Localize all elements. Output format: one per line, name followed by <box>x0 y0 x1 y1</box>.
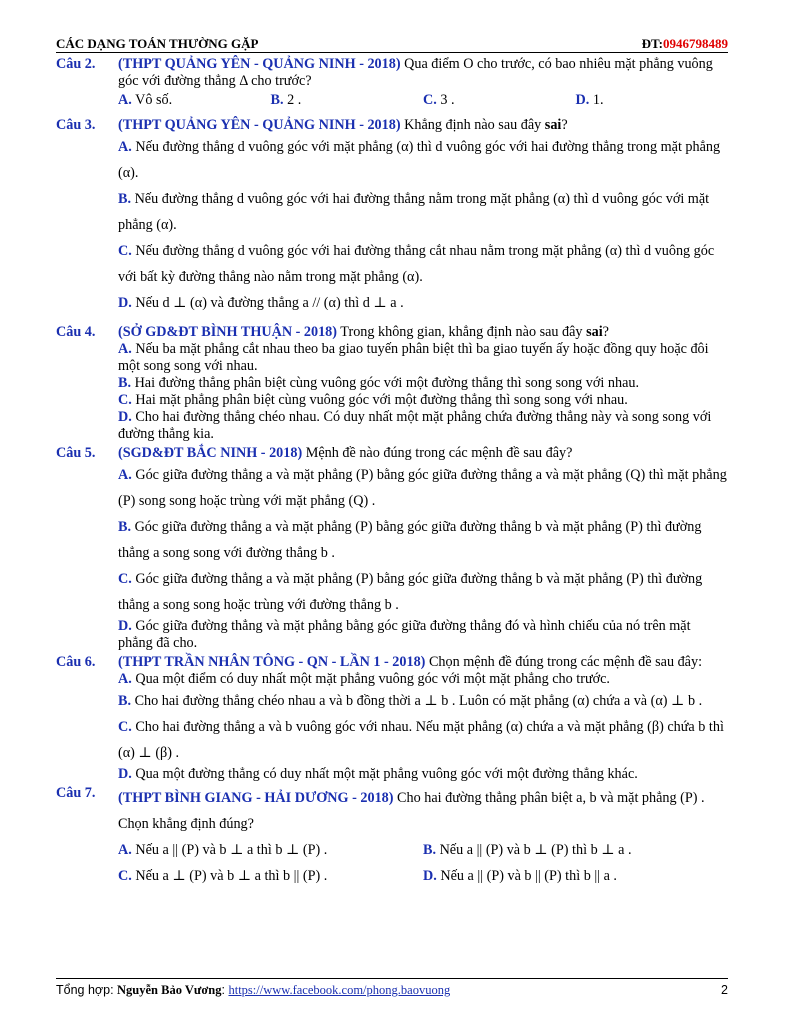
question-number: Câu 3. <box>56 117 96 133</box>
question-2 <box>56 56 728 109</box>
option-d[interactable]: D. Cho hai đường thẳng chéo nhau. Có duy nhất một mặt phẳng chứa đường thẳng này và song song với đường thẳng kia. <box>118 409 712 442</box>
option-c[interactable]: C. Nếu a ⊥ (P) và b ⊥ a thì b || (P) . <box>118 868 328 884</box>
page-header <box>56 34 728 53</box>
question-source: (SGD&ĐT BẮC NINH - 2018) <box>118 445 303 461</box>
footer-author: Nguyễn Bảo Vương <box>117 983 222 997</box>
option-a[interactable]: A. Vô số. <box>118 92 173 108</box>
question-source: (THPT TRẦN NHÂN TÔNG - QN - LẦN 1 - 2018) <box>118 654 426 670</box>
question-5 <box>56 445 728 652</box>
question-source: (THPT BÌNH GIANG - HẢI DƯƠNG - 2018) <box>118 790 394 806</box>
question-7 <box>56 785 728 889</box>
option-a[interactable]: A. Góc giữa đường thẳng a và mặt phẳng (P) bằng góc giữa đường thẳng a và mặt phẳng (Q) thì mặt phẳng (P) song song hoặc trùng với mặt phẳng (Q) . <box>118 467 727 509</box>
question-stem: (SỞ GD&ĐT BÌNH THUẬN - 2018) Trong không gian, khẳng định nào sau đây sai? <box>118 324 609 340</box>
question-stem: (THPT QUẢNG YÊN - QUẢNG NINH - 2018) Qua điểm O cho trước, có bao nhiêu mặt phẳng vuông góc với đường thẳng Δ cho trước? <box>118 56 713 89</box>
question-6 <box>56 654 728 783</box>
page-number: 2 <box>721 983 728 997</box>
option-b[interactable]: B. Cho hai đường thẳng chéo nhau a và b đồng thời a ⊥ b . Luôn có mặt phẳng (α) chứa a và (α) ⊥ b . <box>118 693 703 709</box>
question-3 <box>56 117 728 316</box>
option-b[interactable]: B. Nếu đường thẳng d vuông góc với hai đường thẳng nằm trong mặt phẳng (α) thì d vuông góc với mặt phẳng (α). <box>118 191 710 233</box>
question-stem: (SGD&ĐT BẮC NINH - 2018) Mệnh đề nào đúng trong các mệnh đề sau đây? <box>118 445 573 461</box>
question-number: Câu 6. <box>56 654 96 670</box>
header-title: CÁC DẠNG TOÁN THƯỜNG GẶP <box>56 36 259 51</box>
question-list <box>56 56 728 891</box>
option-d[interactable]: D. 1. <box>575 92 604 108</box>
question-stem: (THPT QUẢNG YÊN - QUẢNG NINH - 2018) Khẳng định nào sau đây sai? <box>118 117 568 133</box>
question-number: Câu 5. <box>56 445 96 461</box>
option-c[interactable]: C. Góc giữa đường thẳng a và mặt phẳng (P) bằng góc giữa đường thẳng b và mặt phẳng (P) thì đường thẳng a song song hoặc trùng với đường thẳng b . <box>118 571 703 613</box>
question-number: Câu 2. <box>56 56 96 72</box>
option-d[interactable]: D. Nếu a || (P) và b || (P) thì b || a . <box>423 868 617 884</box>
option-c[interactable]: C. 3 . <box>423 92 455 108</box>
question-4 <box>56 324 728 443</box>
option-c[interactable]: C. Cho hai đường thẳng a và b vuông góc với nhau. Nếu mặt phẳng (α) chứa a và mặt phẳng (β) chứa b thì (α) ⊥ (β) . <box>118 719 724 761</box>
option-b[interactable]: B. Góc giữa đường thẳng a và mặt phẳng (P) bằng góc giữa đường thẳng b và mặt phẳng (P) thì đường thẳng a song song với đường thẳng b . <box>118 519 702 561</box>
question-number: Câu 4. <box>56 324 96 340</box>
option-d[interactable]: D. Qua một đường thẳng có duy nhất một mặt phẳng vuông góc với một đường thẳng khác. <box>118 766 638 782</box>
option-c[interactable]: C. Hai mặt phẳng phân biệt cùng vuông góc với một đường thẳng thì song song với nhau. <box>118 392 628 408</box>
option-b[interactable]: B. 2 . <box>270 92 302 108</box>
question-stem: (THPT BÌNH GIANG - HẢI DƯƠNG - 2018) Cho hai đường thẳng phân biệt a, b và mặt phẳng (P) . Chọn khẳng định đúng? <box>118 790 705 832</box>
question-number: Câu 7. <box>56 785 96 801</box>
question-stem: (THPT TRẦN NHÂN TÔNG - QN - LẦN 1 - 2018) Chọn mệnh đề đúng trong các mệnh đề sau đây: <box>118 654 703 670</box>
footer-prefix: Tổng hợp: <box>56 983 118 997</box>
header-phone <box>642 36 728 52</box>
question-source: (THPT QUẢNG YÊN - QUẢNG NINH - 2018) <box>118 117 401 133</box>
question-source: (THPT QUẢNG YÊN - QUẢNG NINH - 2018) <box>118 56 401 72</box>
phone-label: ĐT: <box>641 36 663 51</box>
option-b[interactable]: B. Hai đường thẳng phân biệt cùng vuông góc với một đường thẳng thì song song với nhau. <box>118 375 640 391</box>
page-footer: Tổng hợp: Nguyễn Bảo Vương: https://www.facebook.com/phong.baovuong 2 <box>56 978 728 998</box>
option-d[interactable]: D. Nếu d ⊥ (α) và đường thẳng a // (α) thì d ⊥ a . <box>118 295 404 311</box>
question-source: (SỞ GD&ĐT BÌNH THUẬN - 2018) <box>118 324 338 340</box>
option-a[interactable]: A. Nếu đường thẳng d vuông góc với mặt phẳng (α) thì d vuông góc với hai đường thẳng trong mặt phẳng (α). <box>118 139 721 181</box>
option-b[interactable]: B. Nếu a || (P) và b ⊥ (P) thì b ⊥ a . <box>423 842 632 858</box>
option-a[interactable]: A. Qua một điểm có duy nhất một mặt phẳng vuông góc với một mặt phẳng cho trước. <box>118 671 610 687</box>
phone-number: 0946798489 <box>663 36 728 51</box>
option-c[interactable]: C. Nếu đường thẳng d vuông góc với hai đường thẳng cắt nhau nằm trong mặt phẳng (α) thì d vuông góc với bất kỳ đường thẳng nào nằm trong mặt phẳng (α). <box>118 243 715 285</box>
option-a[interactable]: A. Nếu ba mặt phẳng cắt nhau theo ba giao tuyến phân biệt thì ba giao tuyến ấy hoặc đồng quy hoặc đôi một song song với nhau. <box>118 341 709 374</box>
facebook-link[interactable]: https://www.facebook.com/phong.baovuong <box>228 983 451 997</box>
option-a[interactable]: A. Nếu a || (P) và b ⊥ a thì b ⊥ (P) . <box>118 842 328 858</box>
option-d[interactable]: D. Góc giữa đường thẳng và mặt phẳng bằng góc giữa đường thẳng đó và hình chiếu của nó trên mặt phẳng đã cho. <box>118 618 691 651</box>
